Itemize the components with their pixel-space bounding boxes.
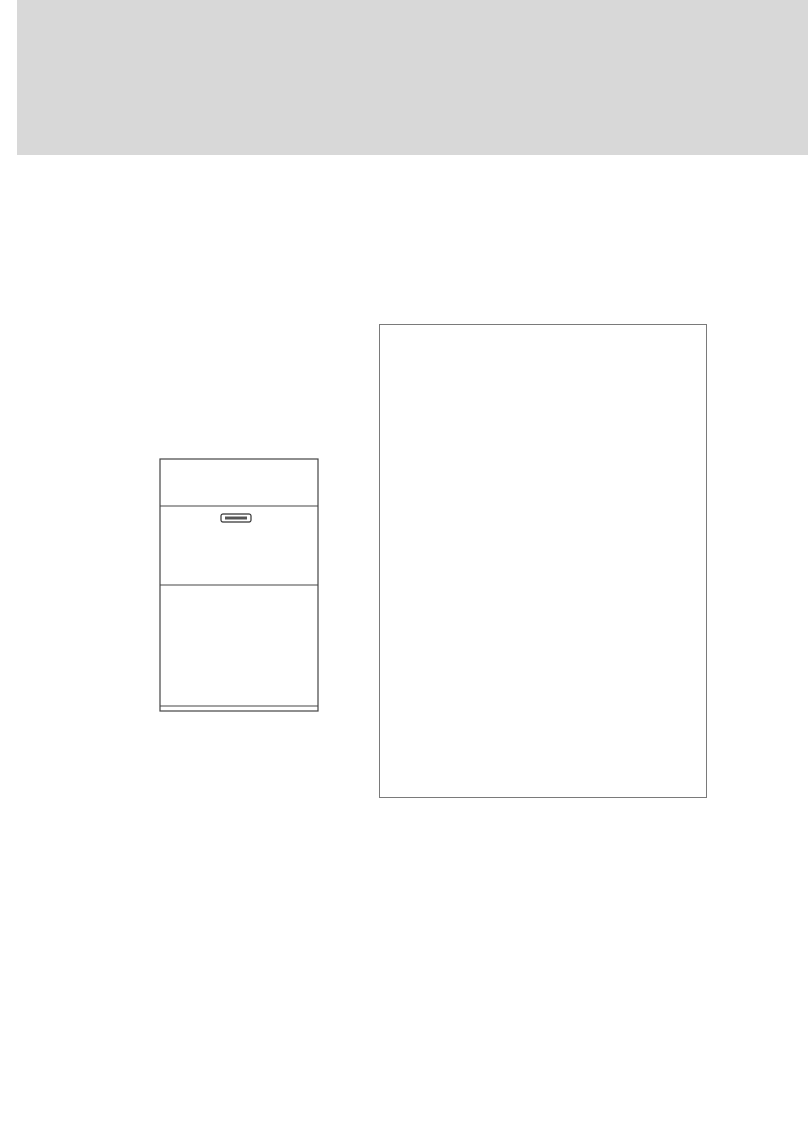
header-band — [17, 0, 808, 155]
contents-box — [379, 324, 707, 798]
cabinet-unit-illustration — [159, 458, 321, 714]
